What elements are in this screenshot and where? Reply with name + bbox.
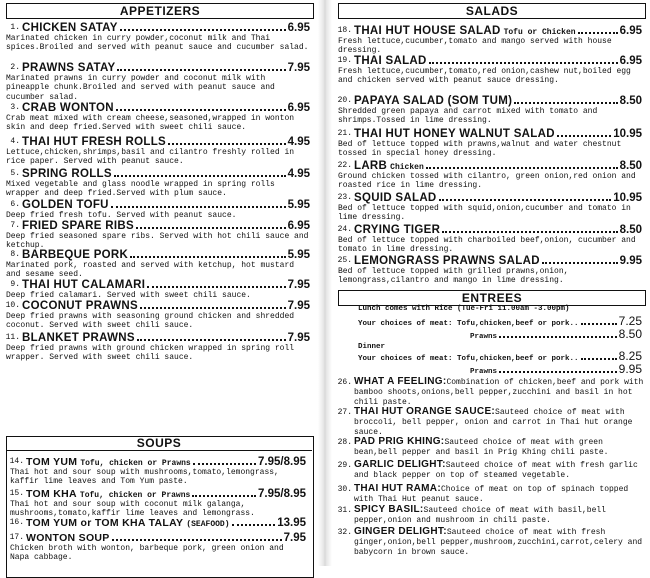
- item-description: Bed of lettuce topped with charboiled beef,onion, cucumber and tomato in lime dressing.: [338, 236, 636, 255]
- item-qualifier: (SEAFOOD): [186, 520, 230, 529]
- item-text-block: [354, 484, 644, 505]
- item-title-line: [26, 532, 306, 544]
- soups-header: SOUPS: [6, 436, 312, 451]
- item-description: Mixed vegetable and glass noodle wrapped in spring rolls wrapper and deep fried.Served with plum sauce.: [6, 180, 275, 199]
- item-number: 23.: [337, 193, 352, 202]
- item-description: Marinated prawns in curry powder and coconut milk with pineapple chunk.Broiled and served with peanut sauce and cucumber salad.: [6, 74, 275, 102]
- item-description: Sauteed choice of meat with green bean,bell pepper and basil in Prig Khing chili paste.: [354, 438, 609, 457]
- item-title-line: [354, 128, 642, 140]
- item-name: PAD PRIG KHING:: [354, 436, 445, 447]
- dot-leader: [442, 231, 617, 233]
- item-price: 8.50: [619, 224, 642, 236]
- item-description: Sauteed choice of meat with broccoli, bell pepper, onion and carrot in Thai hut orange sauce.: [354, 408, 633, 437]
- dot-leader: [117, 69, 285, 71]
- item-number: 1.: [10, 23, 20, 32]
- item-name: TOM YUM or TOM KHA TALAY: [26, 517, 184, 529]
- item-title-line: [354, 55, 642, 67]
- item-price: 7.95: [287, 62, 310, 74]
- item-description: Combination of chicken,beef and pork with bamboo shoots,onions,bell pepper,zucchini and basil in hot chili paste.: [354, 378, 644, 407]
- item-description: Deep fried seasoned spare ribs. Served with hot chili sauce and ketchup.: [6, 232, 309, 251]
- item-name: SQUID SALAD: [354, 192, 437, 204]
- dot-leader: [114, 175, 286, 177]
- item-title-line: [354, 25, 642, 37]
- item-description: Deep fried fresh tofu. Served with peanut sauce.: [6, 211, 237, 220]
- item-number: 26.: [337, 378, 352, 387]
- item-number: 2.: [10, 63, 20, 72]
- item-qualifier: Tofu, chicken or Prawns: [80, 459, 191, 468]
- item-number: 27.: [337, 408, 352, 417]
- item-title-line: [26, 517, 306, 529]
- item-name: SPRING ROLLS: [22, 168, 112, 180]
- item-name: CHICKEN SATAY: [22, 22, 118, 34]
- item-name: SPICY BASIL:: [354, 504, 424, 515]
- item-title-line: [354, 95, 642, 107]
- item-number: 20.: [337, 96, 352, 105]
- item-description: Choice of meat on top of spinach topped with Thai Hut peanut sauce.: [354, 485, 629, 504]
- item-qualifier: Tofu or Chicken: [503, 28, 576, 37]
- item-number: 4.: [10, 137, 20, 146]
- item-text-block: [354, 437, 644, 458]
- item-price: 7.95: [287, 279, 310, 291]
- dot-leader: [542, 262, 618, 264]
- lunch-note: Lunch comes with Rice (Tue-Fri 11.00am -3.00pm): [358, 305, 570, 313]
- item-description: Lettuce,chicken,shrimps,basil and cilantro freshly rolled in rice paper. Served with peanut sauce.: [6, 148, 295, 167]
- item-name: THAI HUT HONEY WALNUT SALAD: [354, 128, 555, 140]
- item-description: Shredded green papaya and carrot mixed with tomato and shrimps.Tossed in lime dressing.: [338, 107, 598, 126]
- item-name: THAI HUT RAMA:: [354, 483, 441, 494]
- item-price: 5.95: [287, 249, 310, 261]
- item-price: 7.95/8.95: [258, 456, 306, 468]
- item-number: 29.: [337, 461, 352, 470]
- item-name: WHAT A FEELING:: [354, 376, 447, 387]
- item-title-line: [354, 224, 642, 236]
- item-price: 6.95: [619, 55, 642, 67]
- lunch-prawns-price: 8.50: [618, 327, 642, 341]
- item-description: Deep fried prawns with seasoning ground chicken and shredded coconut. Served with sweet chili sauce.: [6, 312, 295, 331]
- dot-leader: [168, 143, 286, 145]
- item-number: 6.: [10, 200, 20, 209]
- dot-leader: [137, 339, 286, 341]
- item-price: 5.95: [287, 199, 310, 211]
- item-text-block: [354, 460, 644, 481]
- dot-leader: [439, 199, 612, 201]
- item-number: 8.: [10, 250, 20, 259]
- item-title-line: [22, 199, 310, 211]
- item-number: 25.: [337, 256, 352, 265]
- item-name: THAI HUT HOUSE SALAD: [354, 25, 501, 37]
- item-number: 17.: [9, 533, 24, 542]
- item-price: 13.95: [277, 517, 306, 529]
- item-price: 9.95: [619, 255, 642, 267]
- item-title-line: [354, 192, 642, 204]
- item-title-line: [22, 102, 310, 114]
- item-number: 7.: [10, 221, 20, 230]
- item-description: Deep fried calamari. Served with sweet chili sauce.: [6, 291, 251, 300]
- item-text-block: [354, 505, 644, 526]
- item-description: Chicken broth with wonton, barbeque pork, green onion and Napa cabbage.: [10, 544, 284, 563]
- item-description: Fresh lettuce,cucumber,tomato and mango served with house dressing.: [338, 37, 612, 56]
- item-title-line: [22, 249, 310, 261]
- item-name: WONTON SOUP: [26, 532, 110, 544]
- item-number: 19.: [337, 56, 352, 65]
- dinner-prawns-price-row: [470, 363, 642, 376]
- dot-leader: [120, 29, 286, 31]
- lunch-meat-label: Your choices of meat: Tofu,chicken,beef or pork..: [358, 320, 579, 328]
- dot-leader: [112, 539, 282, 541]
- item-number: 28.: [337, 438, 352, 447]
- item-number: 5.: [10, 169, 20, 178]
- item-price: 4.95: [287, 136, 310, 148]
- item-name: LARB: [354, 160, 388, 172]
- lunch-prawns-price-row: [470, 328, 642, 341]
- page-fold: [318, 0, 332, 566]
- dot-leader: [136, 227, 286, 229]
- item-price: 6.95: [287, 102, 310, 114]
- dot-leader: [581, 323, 617, 325]
- item-title-line: [22, 332, 310, 344]
- dot-leader: [499, 371, 617, 373]
- item-name: GARLIC DELIGHT:: [354, 459, 446, 470]
- item-name: TOM YUM: [26, 456, 78, 468]
- dinner-meat-price-row: [358, 350, 642, 363]
- left-menu-page: [0, 0, 318, 566]
- item-price: 8.50: [619, 95, 642, 107]
- item-title-line: [22, 279, 310, 291]
- item-number: 21.: [337, 129, 352, 138]
- item-description: Bed of lettuce topped with grilled prawns,onion, lemongrass,cilantro and mango in lime dressing.: [338, 267, 569, 286]
- entrees-header: ENTREES: [338, 290, 646, 306]
- item-name: COCONUT PRAWNS: [22, 300, 139, 312]
- dot-leader: [193, 463, 256, 465]
- item-name: THAI HUT CALAMARI: [22, 279, 146, 291]
- item-title-line: [22, 136, 310, 148]
- item-price: 10.95: [613, 192, 642, 204]
- item-title-line: [22, 168, 310, 180]
- item-title-line: [354, 160, 642, 172]
- item-name: THAI HUT FRESH ROLLS: [22, 136, 166, 148]
- item-number: 16.: [9, 518, 24, 527]
- item-price: 8.50: [619, 160, 642, 172]
- item-name: BARBEQUE PORK: [22, 249, 129, 261]
- item-description: Bed of lettuce topped with prawns,walnut and water chestnut tossed in special honey dressing.: [338, 140, 622, 159]
- item-title-line: [26, 488, 306, 500]
- item-name: THAI HUT ORANGE SAUCE:: [354, 406, 496, 417]
- item-name: FRIED SPARE RIBS: [22, 220, 134, 232]
- item-number: 30.: [337, 485, 352, 494]
- item-number: 11.: [5, 333, 20, 342]
- item-description: Fresh lettuce,cucumber,tomato,red onion,cashew nut,boiled egg and chicken served with peanut sauce dressing.: [338, 67, 631, 86]
- item-description: Sauteed choice of meat with fresh ginger,onion,bell pepper,mushroom,zucchini,carrot,celery and babycorn in brown sauce.: [354, 528, 643, 557]
- item-title-line: [354, 255, 642, 267]
- item-name: PAPAYA SALAD (SOM TUM): [354, 95, 513, 107]
- item-number: 9.: [10, 280, 20, 289]
- item-description: Thai hot and sour soup with coconut milk galanga, mushrooms,tomato,kaffir lime leaves and lemongrass.: [10, 500, 255, 519]
- right-menu-page: [332, 0, 650, 566]
- item-title-line: [22, 300, 310, 312]
- dot-leader: [429, 62, 618, 64]
- item-description: Marinated pork, roasted and served with ketchup, hot mustard and sesame seed.: [6, 261, 295, 280]
- item-qualifier: Tofu, chicken or Prawns: [79, 491, 191, 500]
- item-description: Marinated chicken in curry powder,coconut milk and Thai spices.Broiled and served with peanut sauce and cucumber salad.: [6, 34, 309, 53]
- item-name: CRYING TIGER: [354, 224, 441, 236]
- dot-leader: [578, 32, 618, 34]
- item-name: LEMONGRASS PRAWNS SALAD: [354, 255, 540, 267]
- item-description: Crab meat mixed with cream cheese,seasoned,wrapped in wonton skin and deep fried.Served with sweet chili sauce.: [6, 114, 295, 133]
- lunch-meat-price-row: [358, 315, 642, 328]
- item-number: 31.: [337, 506, 352, 515]
- item-description: Sauteed choice of meat with fresh garlic and black pepper on top of steamed vegetable.: [354, 461, 638, 480]
- item-price: 6.95: [287, 220, 310, 232]
- item-text-block: [354, 377, 644, 408]
- item-number: 32.: [337, 528, 352, 537]
- dot-leader: [111, 206, 286, 208]
- dot-leader: [140, 307, 286, 309]
- item-description: Ground chicken tossed with cilantro, green onion,red onion and roasted rice in lime dressing.: [338, 172, 636, 191]
- item-description: Thai hot and sour soup with mushrooms,tomato,lemongrass, kaffir lime leaves and Tom Yum paste.: [10, 468, 279, 487]
- item-name: BLANKET PRAWNS: [22, 332, 135, 344]
- dot-leader: [557, 135, 611, 137]
- item-number: 24.: [337, 225, 352, 234]
- dinner-label: Dinner: [358, 343, 386, 351]
- dot-leader: [514, 102, 617, 104]
- item-price: 6.95: [287, 22, 310, 34]
- item-title-line: [22, 220, 310, 232]
- item-qualifier: Chicken: [390, 163, 424, 172]
- dinner-prawns-label: Prawns: [470, 368, 498, 376]
- dot-leader: [499, 336, 617, 338]
- dinner-meat-price: 8.25: [618, 349, 642, 363]
- item-price: 7.95: [287, 332, 310, 344]
- item-name: GINGER DELIGHT:: [354, 526, 447, 537]
- item-description: Sauteed choice of meat with basil,bell pepper,onion and mushroom in chili paste.: [354, 506, 606, 525]
- item-name: GOLDEN TOFU: [22, 199, 109, 211]
- item-number: 14.: [9, 457, 24, 466]
- dot-leader: [581, 358, 617, 360]
- item-title-line: [22, 62, 310, 74]
- item-number: 3.: [10, 103, 20, 112]
- dot-leader: [426, 167, 618, 169]
- item-price: 7.95/8.95: [258, 488, 306, 500]
- dot-leader: [232, 524, 276, 526]
- dot-leader: [192, 495, 256, 497]
- item-description: Bed of lettuce topped with squid,onion,cucumber and tomato in lime dressing.: [338, 204, 631, 223]
- item-number: 10.: [5, 301, 20, 310]
- item-name: THAI SALAD: [354, 55, 427, 67]
- item-title-line: [26, 456, 306, 468]
- lunch-meat-price: 7.25: [618, 314, 642, 328]
- item-number: 18.: [337, 26, 352, 35]
- item-description: Deep fried prawns with ground chicken wrapped in spring roll wrapper. Served with sweet chili sauce.: [6, 344, 295, 363]
- item-name: PRAWNS SATAY: [22, 62, 116, 74]
- item-price: 7.95: [283, 532, 306, 544]
- item-price: 7.95: [287, 300, 310, 312]
- item-price: 4.95: [287, 168, 310, 180]
- dinner-prawns-price: 9.95: [618, 362, 642, 376]
- item-price: 6.95: [619, 25, 642, 37]
- dot-leader: [147, 286, 285, 288]
- item-number: 22.: [337, 161, 352, 170]
- item-text-block: [354, 527, 644, 558]
- item-title-line: [22, 22, 310, 34]
- dinner-meat-label: Your choices of meat: Tofu,chicken,beef or pork..: [358, 355, 579, 363]
- item-name: CRAB WONTON: [22, 102, 114, 114]
- salads-header: SALADS: [338, 3, 646, 19]
- lunch-prawns-label: Prawns: [470, 333, 498, 341]
- item-text-block: [354, 407, 644, 438]
- dot-leader: [116, 109, 286, 111]
- appetizers-header: APPETIZERS: [6, 3, 314, 19]
- item-price: 10.95: [613, 128, 642, 140]
- item-number: 15.: [9, 489, 24, 498]
- dot-leader: [130, 256, 285, 258]
- item-name: TOM KHA: [26, 488, 77, 500]
